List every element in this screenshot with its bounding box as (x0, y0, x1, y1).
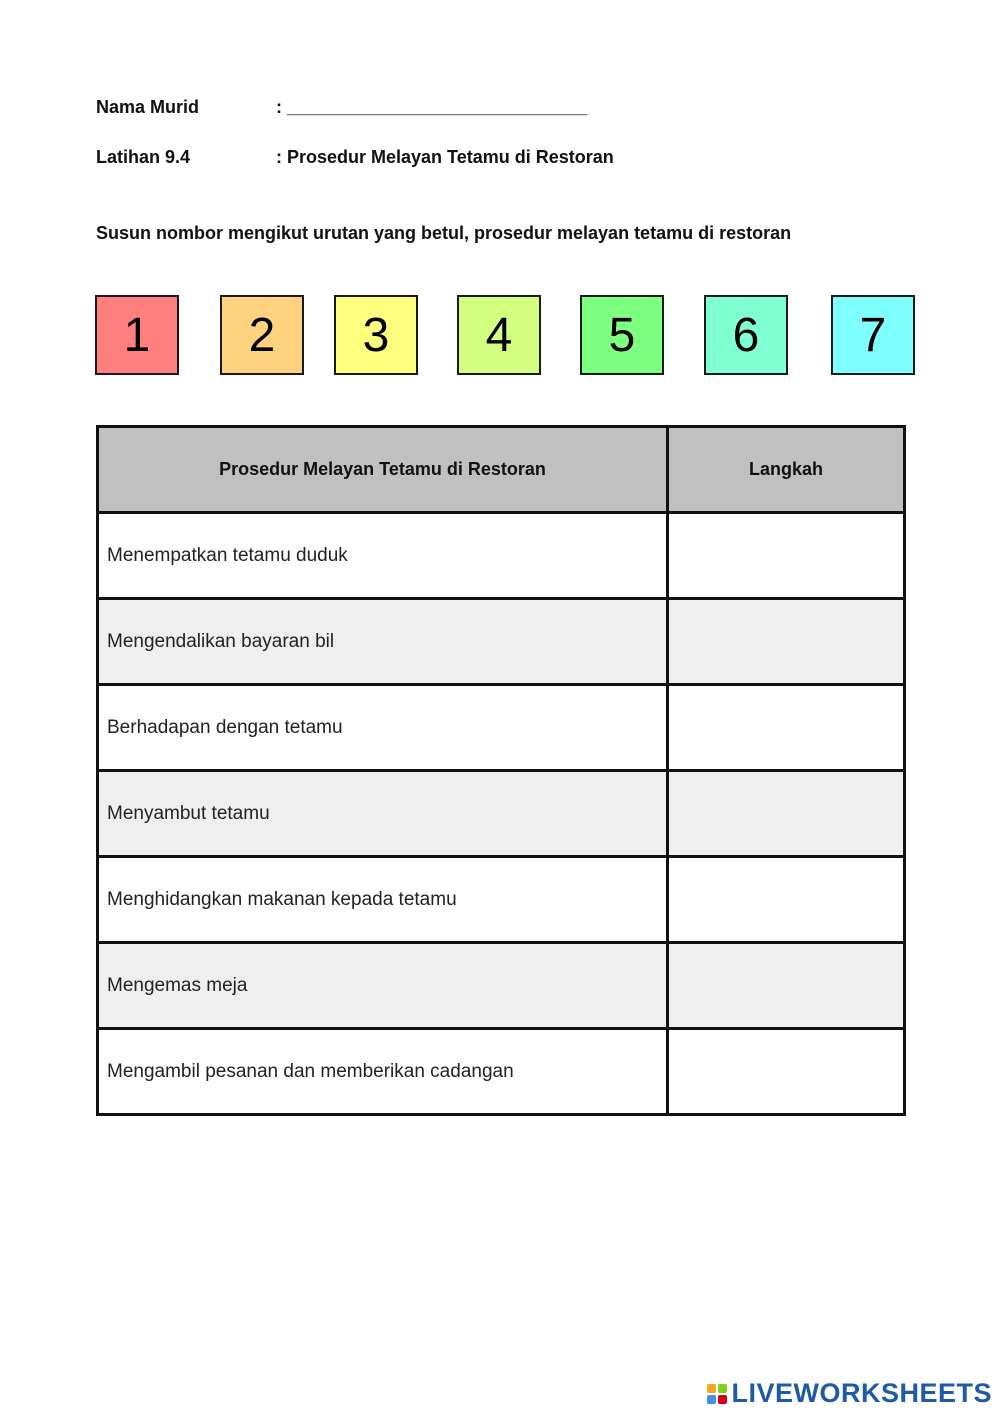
instruction-text: Susun nombor mengikut urutan yang betul, prosedur melayan tetamu di restoran (96, 223, 792, 243)
number-tile-2[interactable]: 2 (220, 295, 304, 375)
procedure-cell: Menghidangkan makanan kepada tetamu (98, 857, 668, 943)
table-row (98, 685, 905, 771)
step-drop-zone[interactable] (668, 1029, 905, 1115)
step-drop-zone[interactable] (668, 771, 905, 857)
procedure-cell: Berhadapan dengan tetamu (98, 685, 668, 771)
procedure-cell: Menempatkan tetamu duduk (98, 513, 668, 599)
exercise-title: : Prosedur Melayan Tetamu di Restoran (276, 147, 614, 167)
procedure-cell: Mengambil pesanan dan memberikan cadangan (98, 1029, 668, 1115)
number-tile-1[interactable]: 1 (95, 295, 179, 375)
table-header-row (98, 427, 905, 513)
table-row (98, 857, 905, 943)
procedure-cell: Menyambut tetamu (98, 771, 668, 857)
exercise-label: Latihan 9.4 (96, 147, 191, 167)
step-drop-zone[interactable] (668, 943, 905, 1029)
table-row (98, 771, 905, 857)
student-name-field[interactable]: : ______________________________ (276, 97, 588, 117)
procedure-cell: Mengemas meja (98, 943, 668, 1029)
step-drop-zone[interactable] (668, 513, 905, 599)
number-tile-3[interactable]: 3 (334, 295, 418, 375)
step-drop-zone[interactable] (668, 599, 905, 685)
liveworksheets-mark-icon (707, 1384, 727, 1404)
procedure-cell: Mengendalikan bayaran bil (98, 599, 668, 685)
student-name-label: Nama Murid (96, 97, 200, 117)
step-column-header: Langkah (668, 427, 905, 513)
step-drop-zone[interactable] (668, 857, 905, 943)
number-tile-5[interactable]: 5 (580, 295, 664, 375)
procedure-table (96, 425, 906, 1116)
table-row (98, 599, 905, 685)
procedure-column-header: Prosedur Melayan Tetamu di Restoran (98, 427, 668, 513)
number-tile-4[interactable]: 4 (457, 295, 541, 375)
logo-text: LIVEWORKSHEETS (731, 1378, 992, 1408)
table-row (98, 943, 905, 1029)
step-drop-zone[interactable] (668, 685, 905, 771)
liveworksheets-logo (707, 1378, 992, 1409)
number-tile-7[interactable]: 7 (831, 295, 915, 375)
number-tile-6[interactable]: 6 (704, 295, 788, 375)
table-row (98, 1029, 905, 1115)
table-row (98, 513, 905, 599)
